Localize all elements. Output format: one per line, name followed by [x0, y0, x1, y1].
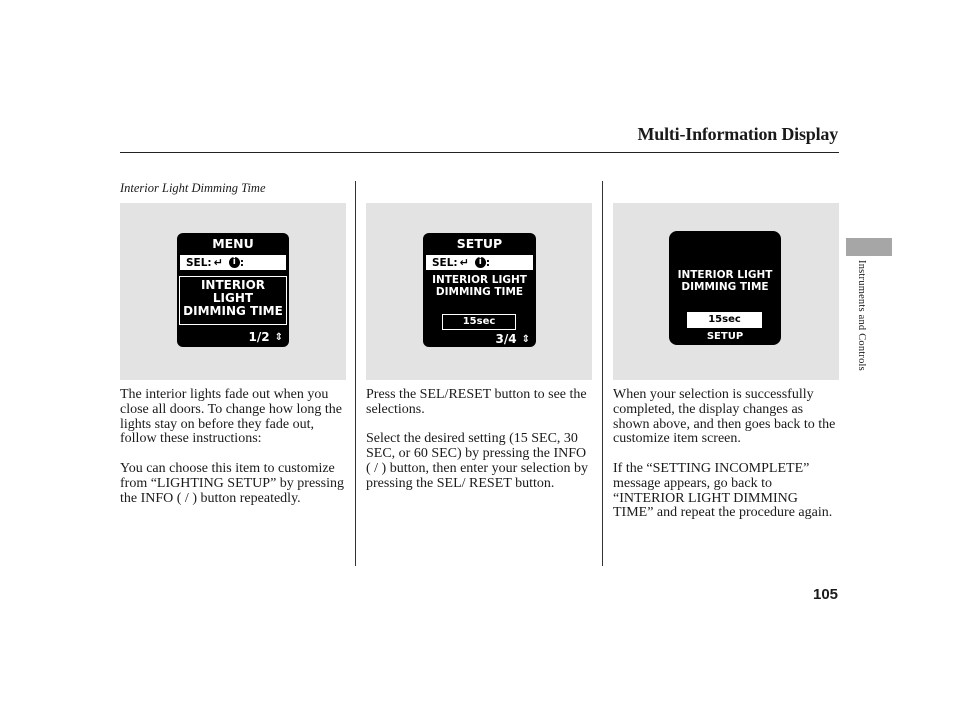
setting-title — [423, 275, 536, 298]
paragraph: If the “SETTING INCOMPLETE” message appears, go back to “INTERIOR LIGHT DIMMING TIME” and repeat the procedure again. — [613, 460, 833, 521]
text-column-2 — [366, 388, 594, 506]
info-icon: i — [475, 257, 486, 268]
setting-line: DIMMING TIME — [435, 285, 524, 298]
display-screen-setup — [423, 233, 536, 347]
sel-label: SEL: — [432, 256, 458, 269]
paragraph: When your selection is successfully completed, the display changes as shown above, and then goes back to the customize item screen. — [613, 387, 836, 447]
title-divider — [120, 152, 839, 153]
setting-line: INTERIOR LIGHT — [677, 269, 773, 281]
figure-caption: Interior Light Dimming Time — [120, 181, 266, 195]
figure-panel-confirm — [613, 203, 839, 380]
page-title: Multi-Information Display — [637, 124, 838, 144]
paragraph: Select the desired setting (15 SEC, 30 SEC, or 60 SEC) by pressing the INFO ( / ) button, then enter your selection by pressing the SEL/ RESET button. — [366, 431, 588, 491]
enter-icon: ↵ — [459, 256, 469, 269]
menu-line: INTERIOR — [200, 278, 266, 292]
figure-panel-setup — [366, 203, 592, 380]
sel-label: SEL: — [186, 256, 212, 269]
column-divider — [602, 181, 603, 566]
column-divider — [355, 181, 356, 566]
paragraph: The interior lights fade out when you close all doors. To change how long the lights stay on before they fade out, follow these instructions: — [120, 387, 342, 447]
text-column-3 — [613, 388, 837, 536]
info-colon: : — [239, 256, 245, 269]
figure-panel-menu — [120, 203, 346, 380]
setting-title — [669, 270, 781, 293]
setting-line: DIMMING TIME — [681, 280, 769, 293]
enter-icon: ↵ — [213, 256, 223, 269]
up-down-arrows-icon: ⇕ — [274, 331, 283, 343]
setting-line: INTERIOR LIGHT — [432, 274, 527, 286]
page-indicator — [496, 332, 530, 346]
menu-line: DIMMING TIME — [183, 304, 283, 319]
info-icon: i — [229, 257, 240, 268]
page-count: 1/2 — [248, 330, 270, 344]
value-box: 15sec — [442, 314, 516, 330]
display-screen-menu — [177, 233, 289, 347]
up-down-arrows-icon: ⇕ — [521, 333, 530, 345]
page-indicator — [249, 330, 283, 344]
page-number: 105 — [813, 586, 839, 603]
display-screen-confirm — [669, 231, 781, 345]
paragraph: Press the SEL/RESET button to see the selections. — [366, 387, 587, 417]
menu-item-box — [179, 276, 287, 325]
info-colon: : — [485, 256, 491, 269]
page-count: 3/4 — [495, 332, 517, 346]
section-tab — [846, 238, 892, 256]
screen-footer: SETUP — [706, 331, 744, 342]
value-box: 15sec — [687, 312, 762, 328]
section-label: Instruments and Controls — [856, 260, 867, 371]
text-column-1 — [120, 388, 348, 521]
paragraph: You can choose this item to customize from “LIGHTING SETUP” by pressing the INFO ( / ) button repeatedly. — [120, 460, 344, 506]
screen-header: SETUP — [456, 236, 503, 251]
sel-info-bar — [180, 255, 286, 270]
menu-line: LIGHT — [212, 291, 254, 306]
sel-info-bar — [426, 255, 533, 270]
screen-header: MENU — [212, 236, 254, 251]
